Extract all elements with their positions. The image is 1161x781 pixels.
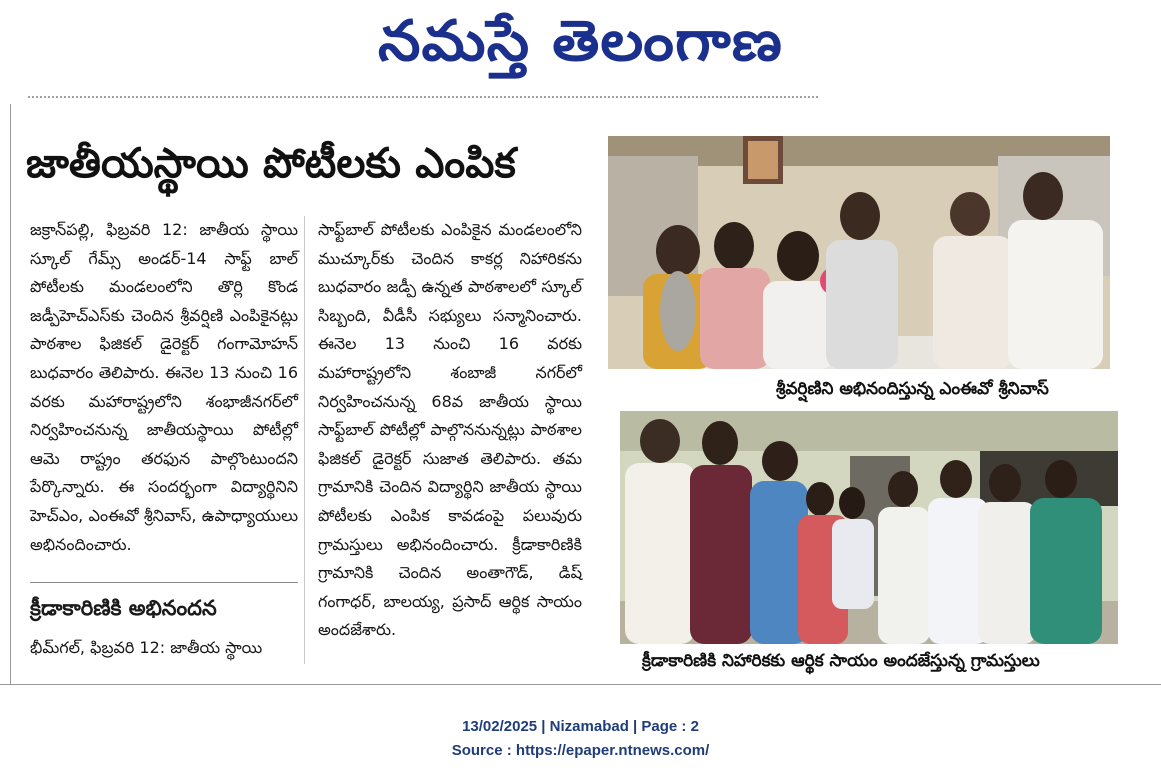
news-photo-1 bbox=[608, 136, 1110, 369]
masthead bbox=[0, 2, 1161, 84]
article-paragraph: సాఫ్ట్‌బాల్ పోటీలకు ఎంపికైన మండలంలోని ముచ్కూర్‌కు చెందిన కాకర్ల నిహారికను బుధవారం జడ్పీ ఉన్నత పాఠశాలలో స్కూల్ సిబ్బంది, వీడీసీ సభ్యులు సన్మానించారు. ఈనెల 13 నుంచి 16 వరకు మహారాష్ట్రలోని శంబాజీ నగర్‌లో నిర్వహించనున్న 68వ జాతీయ స్థాయి సాఫ్ట్‌బాల్ పోటీల్లో పాల్గొననున్నట్లు పాఠశాల ఫిజికల్ డైరెక్టర్ సుజాత తెలిపారు. తమ గ్రామానికి చెందిన విద్యార్థిని జాతీయ స్థాయి పోటీలకు ఎంపిక కావడంపై పలువురు గ్రామస్తులు అభినందించారు. క్రీడాకారిణికి గ్రామానికి చెందిన అంతాగౌడ్, డిష్ గంగాధర్, బాలయ్య, ప్రసాద్ ఆర్థిక సాయం అందజేశారు. bbox=[318, 220, 582, 640]
clip-border-left bbox=[10, 104, 11, 684]
article-column-2 bbox=[318, 216, 582, 645]
source-link[interactable]: Source : https://epaper.ntnews.com/ bbox=[451, 742, 710, 759]
cropped-text-line bbox=[28, 96, 818, 104]
section-divider bbox=[30, 582, 298, 583]
newspaper-logo: నమస్తే తెలంగాణ bbox=[378, 9, 783, 74]
article-column-1-continued bbox=[30, 634, 298, 663]
edition-info: 13/02/2025 | Nizamabad | Page : 2 bbox=[462, 718, 699, 735]
article-paragraph: భీమ్‌గల్, ఫిబ్రవరి 12: జాతీయ స్థాయి bbox=[30, 638, 263, 657]
photo-1-image bbox=[608, 136, 1110, 369]
article-headline: జాతీయస్థాయి పోటీలకు ఎంపిక bbox=[26, 139, 516, 187]
photo-2-caption: క్రీడాకారిణికి నిహారికకు ఆర్థిక సాయం అందజేస్తున్న గ్రామస్తులు bbox=[642, 651, 1040, 671]
article-subhead: క్రీడాకారిణికి అభినందన bbox=[30, 596, 217, 620]
photo-2-image bbox=[620, 411, 1118, 644]
clip-border-bottom bbox=[0, 684, 1161, 685]
article-paragraph: జక్రాన్‌పల్లి, ఫిబ్రవరి 12: జాతీయ స్థాయి స్కూల్ గేమ్స్ అండర్-14 సాఫ్ట్ బాల్ పోటీలకు మండలంలోని తొర్లి కొండ జడ్పీహెచ్ఎస్‌కు చెందిన శ్రీవర్షిణి ఎంపికైనట్లు పాఠశాల ఫిజికల్ డైరెక్టర్ గంగామోహన్ బుధవారం తెలిపారు. ఈనెల 13 నుంచి 16 వరకు మహారాష్ట్రలోని శంభాజీనగర్‌లో నిర్వహించనున్న జాతీయస్థాయి పోటీల్లో ఆమె రాష్ట్రం తరఫున పాల్గొంటుందని పేర్కొన్నారు. ఈ సందర్భంగా విద్యార్థినిని హెచ్ఎం, ఎంఈవో శ్రీనివాస్, ఉపాధ్యాయులు అభినందించారు. bbox=[30, 220, 298, 554]
news-photo-2 bbox=[620, 411, 1118, 644]
article-column-1 bbox=[30, 216, 298, 559]
column-divider bbox=[304, 216, 305, 664]
photo-1-caption: శ్రీవర్షిణిని అభినందిస్తున్న ఎంఈవో శ్రీనివాస్ bbox=[776, 379, 1049, 399]
